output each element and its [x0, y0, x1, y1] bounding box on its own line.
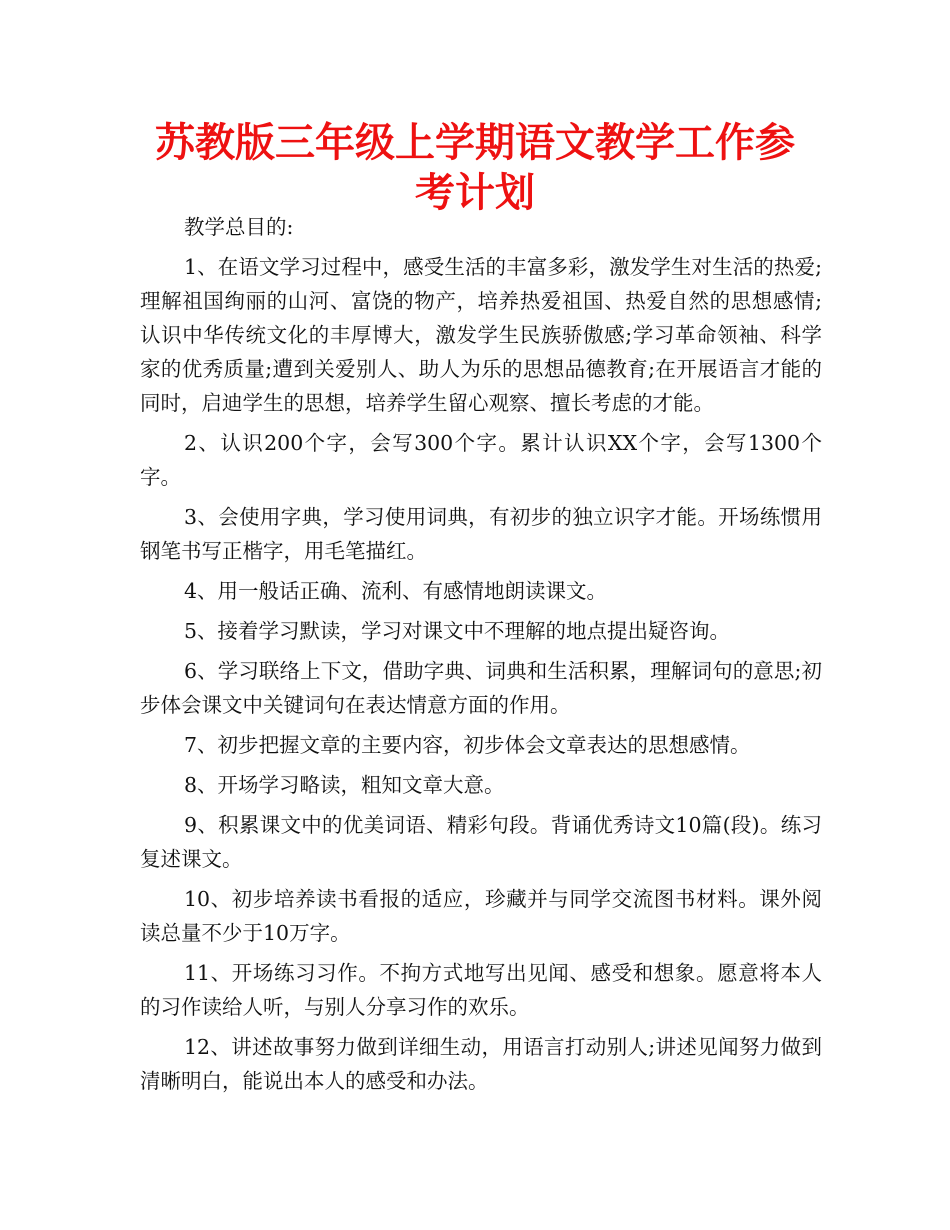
paragraph-item-10: 10、初步培养读书看报的适应，珍藏并与同学交流图书材料。课外阅读总量不少于10万字。 [140, 887, 822, 945]
paragraph-item-3: 3、会使用字典，学习使用词典，有初步的独立识字才能。开场练惯用钢笔书写正楷字，用毛笔描红。 [140, 505, 822, 563]
paragraph-item-2: 2、认识200个字，会写300个字。累计认识XX个字，会写1300个字。 [140, 431, 822, 489]
document-title: 苏教版三年级上学期语文教学工作参考计划 [155, 120, 795, 216]
paragraph-item-9: 9、积累课文中的优美词语、精彩句段。背诵优秀诗文10篇(段)。练习复述课文。 [140, 813, 822, 871]
paragraph-item-1: 1、在语文学习过程中，感受生活的丰富多彩，激发学生对生活的热爱;理解祖国绚丽的山河、富饶的物产，培养热爱祖国、热爱自然的思想感情;认识中华传统文化的丰厚博大，激发学生民族骄傲感;学习革命领袖、科学家的优秀质量;遭到关爱别人、助人为乐的思想品德教育;在开展语言才能的同时，启迪学生的思想，培养学生留心观察、擅长考虑的才能。 [140, 255, 822, 415]
document-body [140, 210, 822, 1104]
paragraph-item-12: 12、讲述故事努力做到详细生动，用语言打动别人;讲述见闻努力做到清晰明白，能说出本人的感受和办法。 [140, 1035, 822, 1093]
paragraph-item-6: 6、学习联络上下文，借助字典、词典和生活积累，理解词句的意思;初步体会课文中关键词句在表达情意方面的作用。 [140, 659, 822, 717]
paragraph-objective-heading: 教学总目的: [184, 215, 294, 239]
paragraph-item-7: 7、初步把握文章的主要内容，初步体会文章表达的思想感情。 [184, 733, 751, 757]
paragraph-item-4: 4、用一般话正确、流利、有感情地朗读课文。 [184, 579, 608, 603]
paragraph-item-5: 5、接着学习默读，学习对课文中不理解的地点提出疑咨询。 [184, 619, 731, 643]
paragraph-item-8: 8、开场学习略读，粗知文章大意。 [184, 773, 505, 797]
paragraph-item-11: 11、开场练习习作。不拘方式地写出见闻、感受和想象。愿意将本人的习作读给人听，与别人分享习作的欢乐。 [140, 961, 822, 1019]
